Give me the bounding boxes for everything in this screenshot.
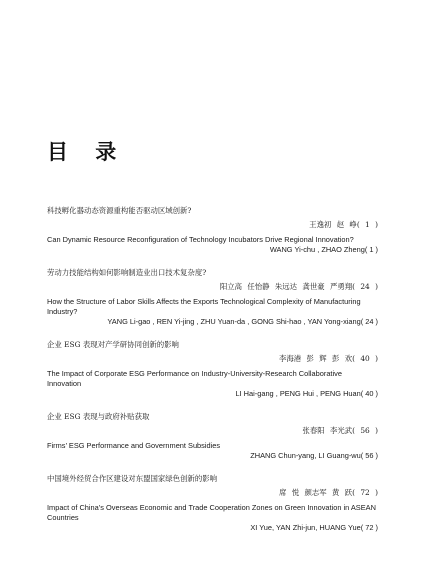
entry-page-number: ( 1 )	[364, 245, 378, 254]
entry-authors: 张春阳 李光武	[302, 426, 353, 435]
entry-authors-line	[47, 389, 378, 399]
toc-entry-zh	[47, 473, 378, 498]
entry-page-number: ( 56 )	[360, 451, 378, 460]
entry-authors: 阳立高 任怡静 朱远达 龚世豪 严勇翔	[219, 282, 353, 291]
entry-title: 中国境外经贸合作区建设对东盟国家绿色创新的影响	[47, 474, 217, 483]
entry-authors-line	[47, 451, 378, 461]
entry-page-number: ( 24 )	[352, 282, 378, 291]
toc-entry-zh	[47, 205, 378, 230]
entry-authors-line	[47, 219, 378, 230]
entry-authors-line	[47, 425, 378, 436]
table-of-contents	[47, 205, 378, 533]
entry-title: 科技孵化器动态资源重构能否驱动区域创新?	[47, 206, 192, 215]
entry-title: 企业 ESG 表现对产学研协同创新的影响	[47, 340, 179, 349]
entry-title: Firms’ ESG Performance and Government Subsidies	[47, 441, 221, 450]
entry-title: 企业 ESG 表现与政府补贴获取	[47, 412, 150, 421]
entry-page-number: ( 1 )	[356, 220, 378, 229]
entry-authors: 席 悦 颜志军 黄 跃	[278, 488, 353, 497]
entry-page-number: ( 56 )	[352, 426, 378, 435]
entry-page-number: ( 24 )	[360, 317, 378, 326]
toc-entry-en	[47, 369, 378, 399]
toc-entry-en	[47, 297, 378, 327]
toc-entry-en	[47, 441, 378, 461]
entry-authors-line	[47, 487, 378, 498]
entry-page-number: ( 40 )	[352, 354, 378, 363]
entry-authors-line	[47, 281, 378, 292]
toc-entry-en	[47, 503, 378, 533]
entry-authors-line	[47, 317, 378, 327]
entry-authors-line	[47, 353, 378, 364]
entry-authors: 李海港 彭 辉 彭 欢	[278, 354, 353, 363]
entry-authors-line	[47, 245, 378, 255]
entry-authors: XI Yue, YAN Zhi-jun, HUANG Yue	[250, 523, 361, 532]
entry-authors-line	[47, 523, 378, 533]
entry-page-number: ( 72 )	[352, 488, 378, 497]
entry-authors: LI Hai-gang , PENG Hui , PENG Huan	[235, 389, 361, 398]
toc-entry-zh	[47, 411, 378, 436]
entry-title: Can Dynamic Resource Reconfiguration of Technology Incubators Drive Regional Innovation?	[47, 235, 354, 244]
toc-entry-zh	[47, 267, 378, 292]
entry-title: The Impact of Corporate ESG Performance on Industry-University-Research Collaborative Innovation	[47, 369, 342, 388]
entry-page-number: ( 40 )	[360, 389, 378, 398]
toc-entry-zh	[47, 339, 378, 364]
entry-authors: WANG Yi-chu , ZHAO Zheng	[269, 245, 365, 254]
entry-page-number: ( 72 )	[360, 523, 378, 532]
page-title: 目 录	[47, 139, 127, 164]
entry-title: How the Structure of Labor Skills Affects the Exports Technological Complexity of Manufacturing Industry?	[47, 297, 361, 316]
entry-authors: 王逸初 赵 峥	[309, 220, 357, 229]
toc-entry-en	[47, 235, 378, 255]
entry-authors: YANG Li-gao , REN Yi-jing , ZHU Yuan-da , GONG Shi-hao , YAN Yong-xiang	[107, 317, 361, 326]
entry-title: 劳动力技能结构如何影响制造业出口技术复杂度?	[47, 268, 207, 277]
entry-authors: ZHANG Chun-yang, LI Guang-wu	[250, 451, 361, 460]
entry-title: Impact of China’s Overseas Economic and Trade Cooperation Zones on Green Innovation in ASEAN Countries	[47, 503, 376, 522]
